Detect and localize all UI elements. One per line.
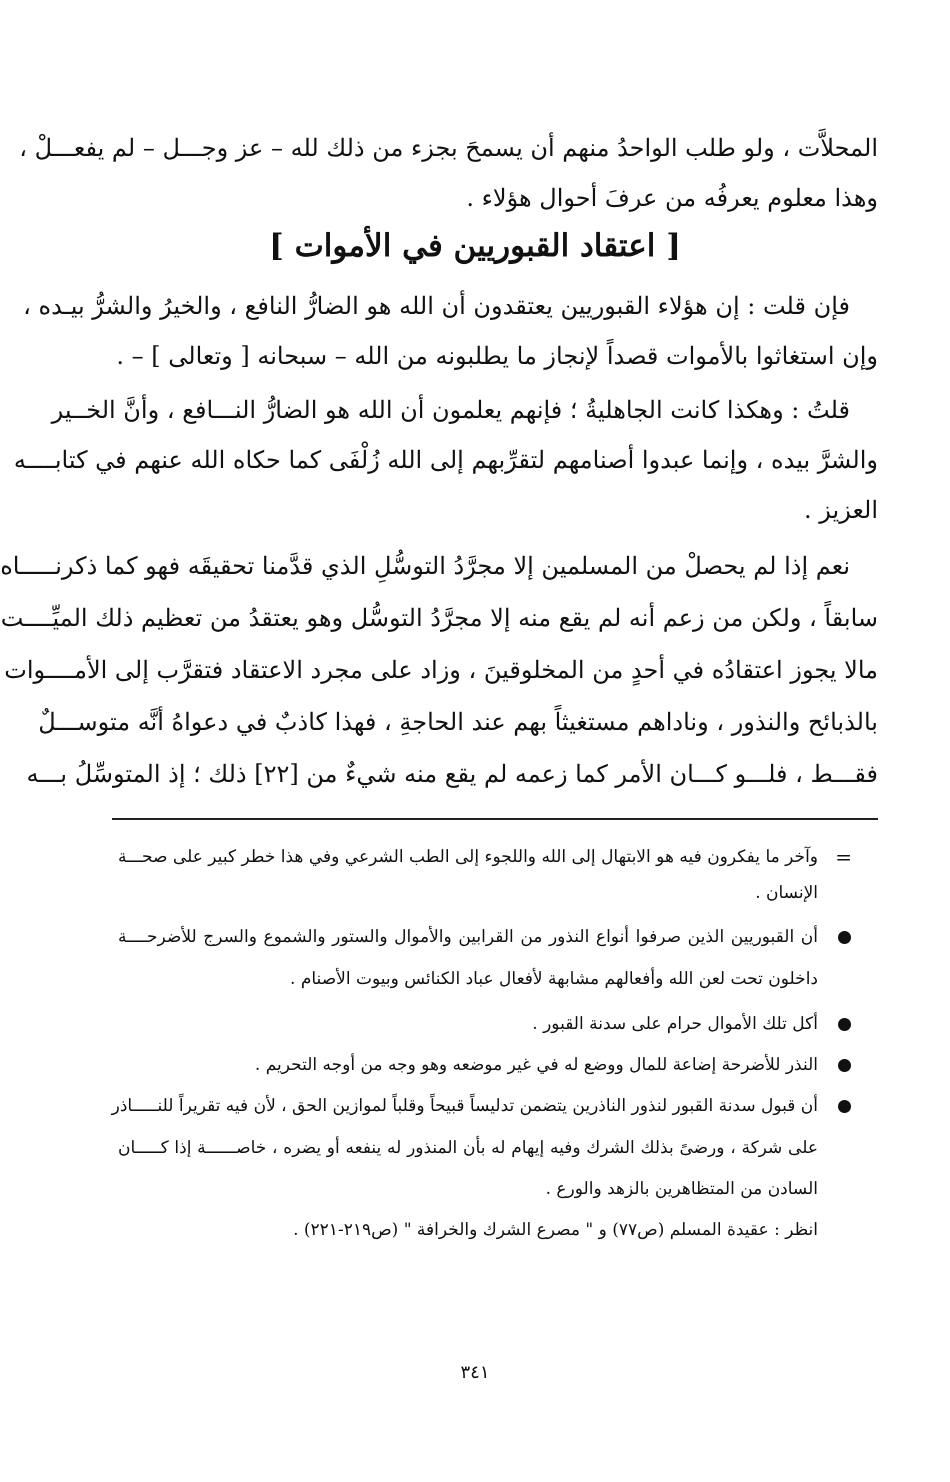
bullet-icon: [838, 1059, 851, 1072]
footnote-bullet-line: السادن من المتظاهرين بالزهد والورع .: [545, 1179, 818, 1199]
body-line: قلتُ : وهكذا كانت الجاهليةُ ؛ فإنهم يعلمون أن الله هو الضارُّ النـــافع ، وأنَّ الخــير: [51, 396, 850, 424]
footnote-bullet-line: داخلون تحت لعن الله وأفعالهم مشابهة لأفعال عباد الكنائس وبيوت الأصنام .: [290, 969, 818, 989]
footnote-reference: انظر : عقيدة المسلم (ص٧٧) و " مصرع الشرك والخرافة " (ص٢١٩-٢٢١) .: [293, 1220, 818, 1240]
footnote-bullet-line: أكل تلك الأموال حرام على سدنة القبور .: [532, 1014, 818, 1034]
continuation-mark: =: [835, 845, 852, 869]
body-line: وإن استغاثوا بالأموات قصداً لإنجاز ما يطلبونه من الله – سبحانه [ وتعالى ] – .: [116, 342, 878, 370]
footnote-bullet-line: النذر للأضرحة إضاعة للمال ووضع له في غير موضعه وهو وجه من أوجه التحريم .: [254, 1055, 818, 1075]
body-line: فقـــط ، فلـــو كـــان الأمر كما زعمه لم يقع منه شيءٌ من [٢٢] ذلك ؛ إذ المتوسِّلُ بـــه: [26, 760, 878, 788]
body-line: نعم إذا لم يحصلْ من المسلمين إلا مجرَّدُ التوسُّلِ الذي قدَّمنا تحقيقَه فهو كما ذكرنـــــاه: [0, 552, 850, 580]
body-line: فإن قلت : إن هؤلاء القبوريين يعتقدون أن الله هو الضارُّ النافع ، والخيرُ والشرُّ بيـده ،: [23, 292, 850, 320]
footnote-line: وآخر ما يفكرون فيه هو الابتهال إلى الله واللجوء إلى الطب الشرعي وفي هذا خطر كبير على صحـــة: [118, 847, 818, 867]
bullet-icon: [838, 931, 851, 944]
body-line: سابقاً ، ولكن من زعم أنه لم يقع منه إلا مجرَّدُ التوسُّل وهو يعتقدُ من تعظيم ذلك الميِّــــت: [0, 604, 878, 632]
footnote-bullet-line: أن القبوريين الذين صرفوا أنواع النذور من القرابين والأموال والستور والشموع والسرج للأضرحــــة: [118, 927, 818, 947]
body-line: المحلاَّت ، ولو طلب الواحدُ منهم أن يسمحَ بجزء من ذلك لله – عز وجـــل – لم يفعـــلْ ،: [19, 134, 878, 162]
bullet-icon: [838, 1100, 851, 1113]
body-line: والشرَّ بيده ، وإنما عبدوا أصنامهم لتقرِّبهم إلى الله زُلْفَى كما حكاه الله عنهم في كتابــــه: [13, 446, 878, 474]
body-line: العزيز .: [804, 496, 878, 524]
footnote-line: الإنسان .: [755, 883, 818, 903]
bullet-icon: [838, 1018, 851, 1031]
footnote-bullet-line: أن قبول سدنة القبور لنذور الناذرين يتضمن تدليساً قبيحاً وقلباً لموازين الحق ، لأن فيه تقريراً للنـــــاذر: [111, 1096, 818, 1116]
body-line: مالا يجوز اعتقادُه في أحدٍ من المخلوقينَ ، وزاد على مجرد الاعتقاد فتقرَّب إلى الأمــــوات: [4, 656, 878, 684]
footnote-bullet-line: على شركة ، ورضىً بذلك الشرك وفيه إيهام له بأن المنذور له ينفعه أو يضره ، خاصــــــة إذا كـــــان: [118, 1138, 818, 1158]
body-line: وهذا معلوم يعرفُه من عرفَ أحوال هؤلاء .: [466, 184, 878, 212]
section-heading: [ اعتقاد القبوريين في الأموات ]: [269, 228, 681, 264]
footnote-separator: [112, 818, 878, 820]
body-line: بالذبائح والنذور ، وناداهم مستغيثاً بهم عند الحاجةِ ، فهذا كاذبٌ في دعواهُ أنَّه متوســـلٌ: [38, 708, 878, 736]
page-number: ٣٤١: [460, 1362, 490, 1383]
